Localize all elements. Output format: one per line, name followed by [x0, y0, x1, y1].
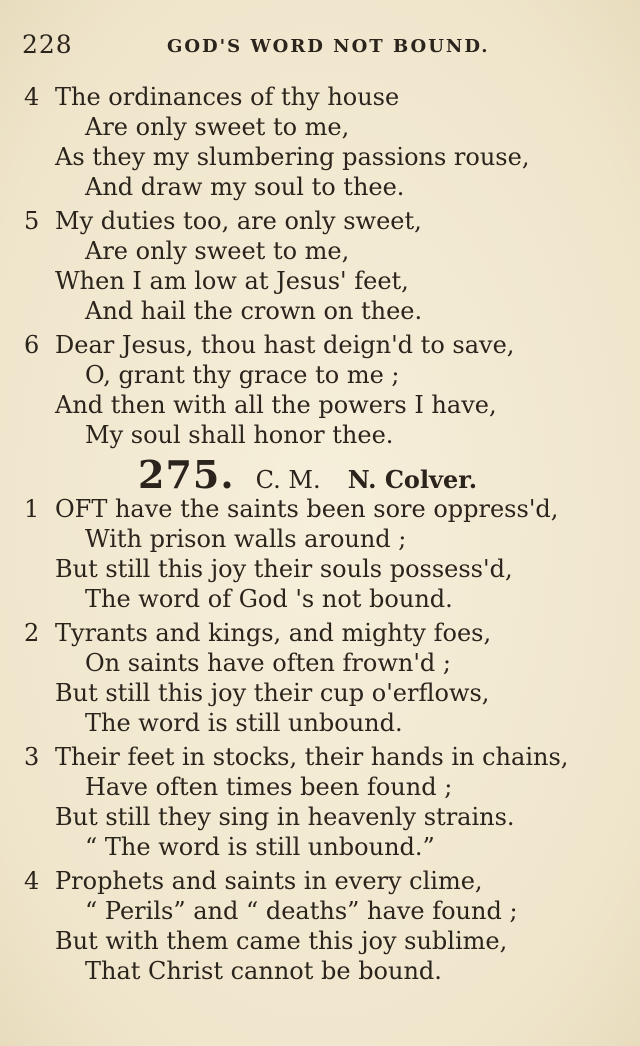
stanza-line: Have often times been found ;: [85, 773, 453, 801]
stanza-line: My duties too, are only sweet,: [55, 207, 422, 235]
running-head: GOD'S WORD NOT BOUND.: [167, 36, 490, 57]
stanza-line: Their feet in stocks, their hands in chains,: [55, 743, 569, 771]
stanza-line: With prison walls around ;: [85, 525, 407, 553]
stanza-line: But with them came this joy sublime,: [55, 927, 508, 955]
stanza-line: Are only sweet to me,: [85, 237, 350, 265]
page-header: [22, 30, 622, 70]
stanza-line: Tyrants and kings, and mighty foes,: [55, 619, 492, 647]
stanza-number: 4: [24, 83, 40, 111]
stanza-number: 3: [24, 743, 40, 771]
stanza-line: Dear Jesus, thou hast deign'd to save,: [55, 331, 515, 359]
stanza-line: And hail the crown on thee.: [85, 297, 423, 325]
stanza-line: Are only sweet to me,: [85, 113, 350, 141]
stanza-number: 4: [24, 867, 40, 895]
stanza-line: The word of God 's not bound.: [85, 585, 453, 613]
stanza-line: But still this joy their cup o'erflows,: [55, 679, 490, 707]
hymn-heading: [138, 452, 477, 497]
hymn-number: 275.: [138, 452, 235, 497]
stanza-line: When I am low at Jesus' feet,: [55, 267, 409, 295]
stanza-number: 2: [24, 619, 40, 647]
stanza-line: The ordinances of thy house: [55, 83, 400, 111]
stanza-line: OFT have the saints been sore oppress'd,: [55, 495, 559, 523]
stanza-number: 5: [24, 207, 40, 235]
stanza-line: My soul shall honor thee.: [85, 421, 394, 449]
stanza-line: As they my slumbering passions rouse,: [55, 143, 530, 171]
page-number: 228: [22, 30, 73, 59]
stanza-line: “ Perils” and “ deaths” have found ;: [85, 897, 518, 925]
stanza-line: That Christ cannot be bound.: [85, 957, 442, 985]
stanza-line: On saints have often frown'd ;: [85, 649, 452, 677]
stanza-number: 1: [24, 495, 40, 523]
stanza-line: O, grant thy grace to me ;: [85, 361, 400, 389]
stanza-line: Prophets and saints in every clime,: [55, 867, 483, 895]
hymn-meter: C. M.: [255, 466, 321, 494]
hymn-author: N. Colver.: [347, 465, 478, 494]
stanza-line: And draw my soul to thee.: [85, 173, 405, 201]
stanza-line: But still they sing in heavenly strains.: [55, 803, 515, 831]
stanza-line: But still this joy their souls possess'd,: [55, 555, 513, 583]
stanza-line: The word is still unbound.: [85, 709, 403, 737]
stanza-number: 6: [24, 331, 40, 359]
stanza-line: And then with all the powers I have,: [55, 391, 497, 419]
stanza-line: “ The word is still unbound.”: [85, 833, 435, 861]
